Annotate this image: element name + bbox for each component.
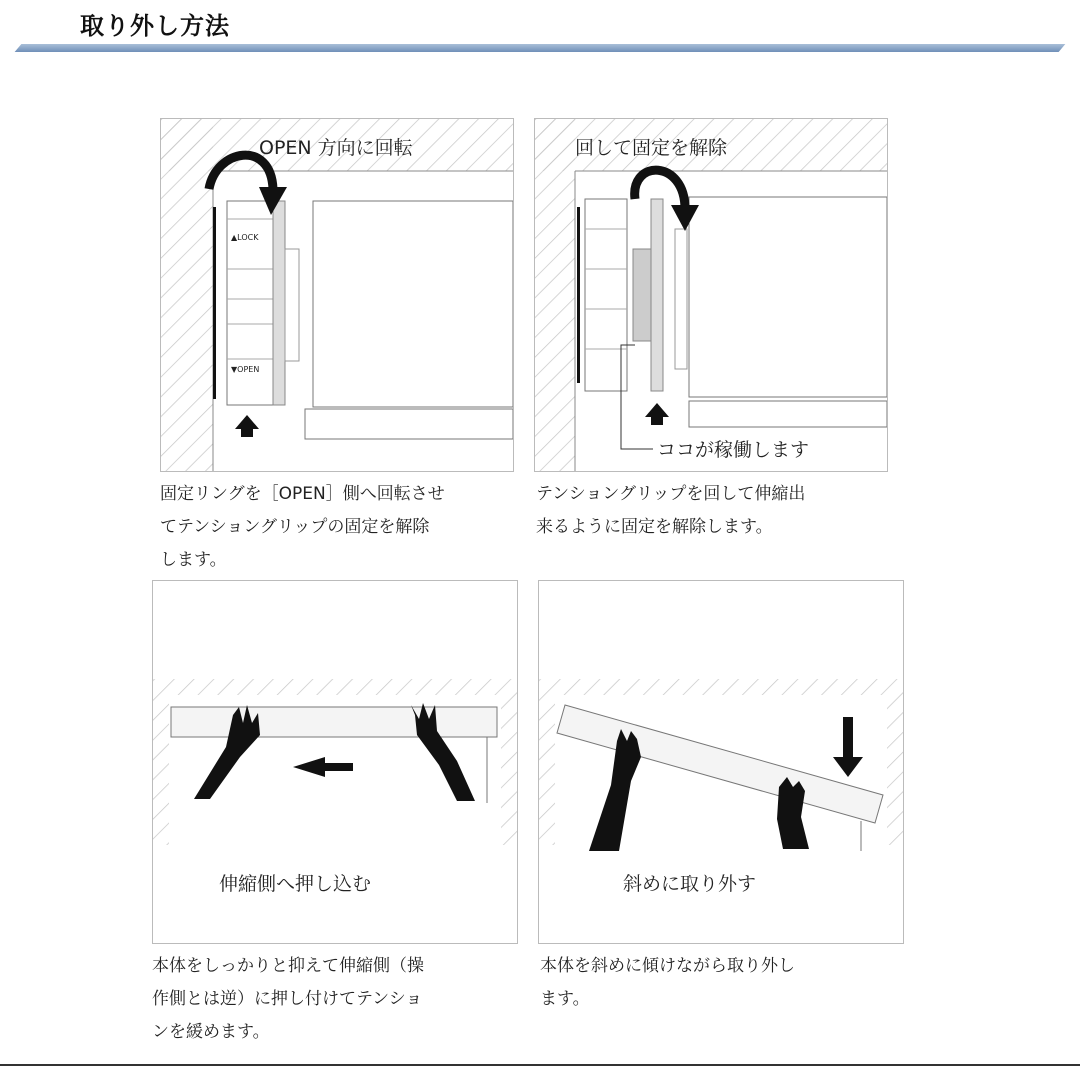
step4-caption	[540, 950, 912, 1016]
step2-illustration	[535, 119, 887, 471]
caption-line: 本体を斜めに傾けながら取り外し	[540, 956, 795, 976]
ring-lock-marker: ▲LOCK	[231, 233, 259, 242]
step2-caption	[536, 478, 896, 544]
bottom-divider	[0, 1064, 1080, 1066]
ring-open-marker: ▼OPEN	[231, 365, 260, 374]
caption-line: 本体をしっかりと抑えて伸縮側（操	[152, 956, 424, 976]
caption-line: します。	[160, 550, 227, 570]
step3-diagram	[152, 580, 518, 944]
step1-caption	[160, 478, 520, 577]
step1-diagram	[160, 118, 514, 472]
caption-line: ンを緩めます。	[152, 1022, 270, 1042]
caption-line: てテンショングリップの固定を解除	[160, 517, 430, 537]
step2-diagram	[534, 118, 888, 472]
step4-label: 斜めに取り外す	[623, 873, 757, 895]
step1-label: OPEN 方向に回転	[259, 137, 413, 159]
caption-line: 来るように固定を解除します。	[536, 517, 773, 537]
step1-illustration	[161, 119, 513, 471]
step2-callout: ココが稼働します	[657, 439, 810, 461]
title-underline	[15, 44, 1066, 52]
caption-line: テンショングリップを回して伸縮出	[536, 484, 806, 504]
page-title: 取り外し方法	[80, 12, 230, 40]
caption-line: ます。	[540, 989, 590, 1009]
caption-line: 固定リングを［OPEN］側へ回転させ	[160, 484, 445, 504]
step3-caption	[152, 950, 524, 1049]
step4-diagram	[538, 580, 904, 944]
step3-label: 伸縮側へ押し込む	[219, 873, 372, 895]
caption-line: 作側とは逆）に押し付けてテンショ	[152, 989, 423, 1009]
step2-label: 回して固定を解除	[575, 137, 728, 159]
